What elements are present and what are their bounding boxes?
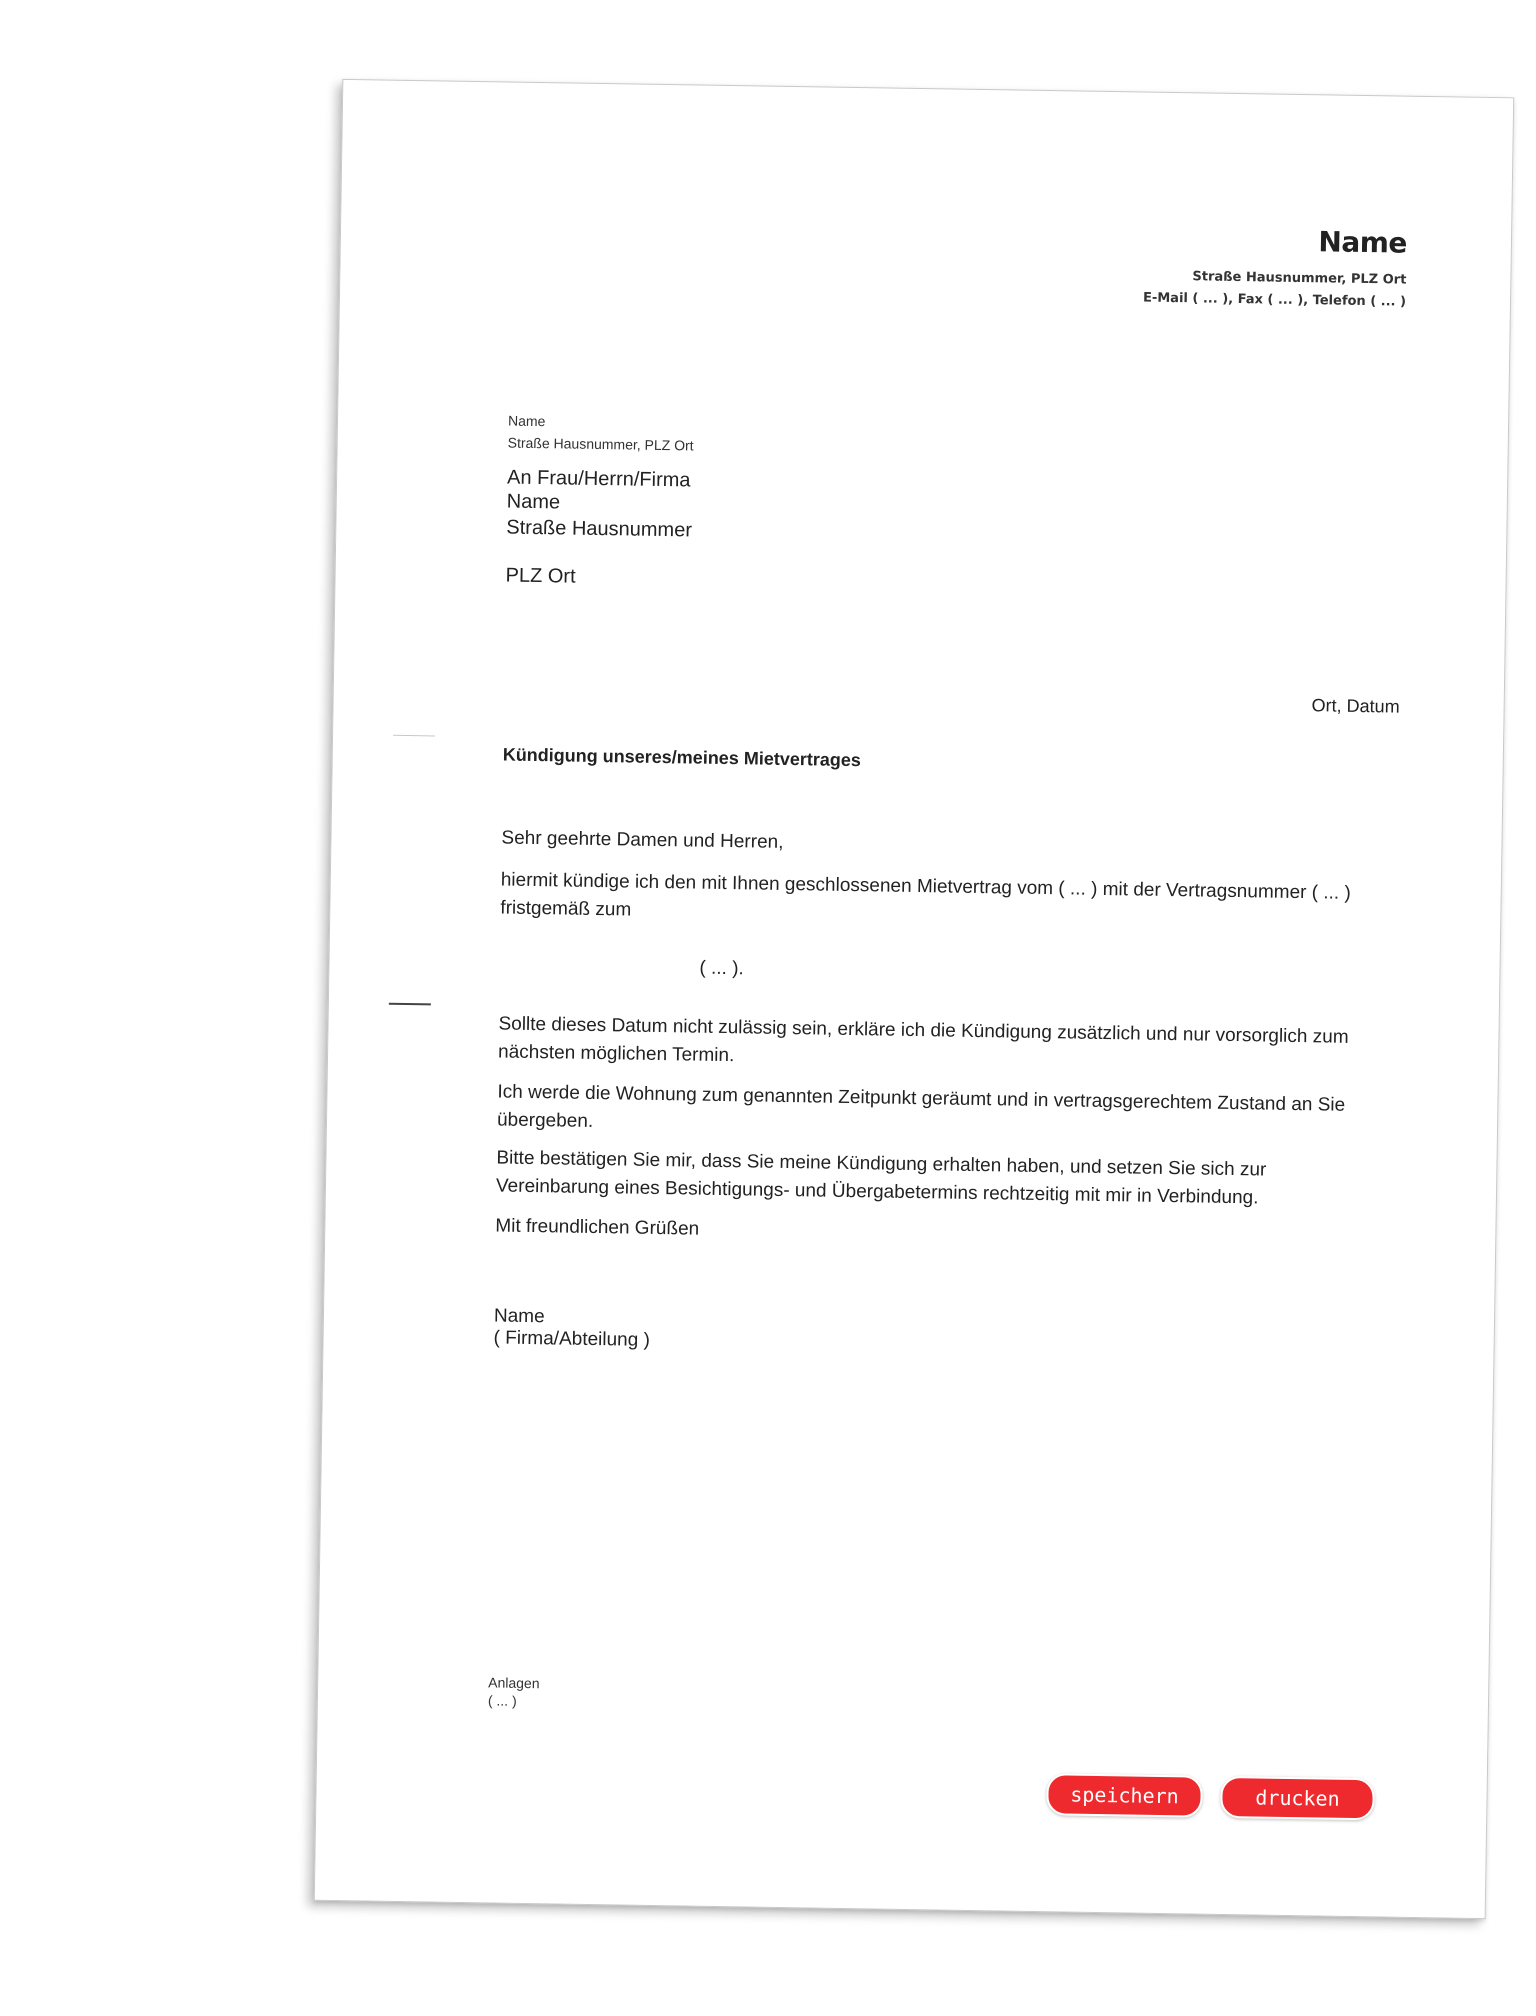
attachments-label: Anlagen (488, 1674, 540, 1692)
signature-department: ( Firma/Abteilung ) (493, 1327, 651, 1351)
place-date: Ort, Datum (1311, 695, 1400, 717)
paragraph-line: fristgemäß zum (500, 897, 632, 921)
closing: Mit freundlichen Grüßen (495, 1215, 700, 1240)
attachments-value: ( ... ) (487, 1692, 517, 1709)
salutation: Sehr geehrte Damen und Herren, (501, 827, 784, 853)
signature-name: Name (493, 1305, 545, 1328)
return-address-name: Name (507, 412, 546, 430)
paragraph-line: Vereinbarung eines Besichtigungs- und Übergabetermins rechtzeitig mit mir in Verbindung. (495, 1175, 1259, 1209)
paragraph-confirmation (496, 1144, 1267, 1212)
recipient-line-3: Straße Hausnummer (506, 516, 693, 542)
paragraph-termination (500, 866, 1351, 935)
letterhead-name: Name (1318, 225, 1408, 260)
paragraph-line: nächsten möglichen Termin. (497, 1041, 735, 1067)
recipient-line-4: PLZ Ort (505, 564, 576, 588)
punch-mark (389, 1003, 431, 1006)
save-button[interactable]: speichern (1046, 1773, 1203, 1817)
letter-page (314, 79, 1514, 1919)
recipient-line-2: Name (506, 490, 561, 514)
paragraph-line: Sollte dieses Datum nicht zulässig sein, erkläre ich die Kündigung zusätzlich und nur vorsorglich zum (498, 1013, 1349, 1048)
return-address-street: Straße Hausnummer, PLZ Ort (507, 434, 694, 454)
recipient-line-1: An Frau/Herrn/Firma (506, 466, 691, 492)
fold-mark (393, 735, 435, 737)
letterhead-contact: E-Mail ( ... ), Fax ( ... ), Telefon ( ... ) (1142, 290, 1407, 310)
paragraph-line: übergeben. (496, 1109, 594, 1132)
letterhead-address: Straße Hausnummer, PLZ Ort (1192, 269, 1407, 288)
paragraph-handover (497, 1078, 1346, 1147)
paragraph-alternative-date (498, 1010, 1349, 1079)
paragraph-line: hiermit kündige ich den mit Ihnen geschlossenen Mietvertrag vom ( ... ) mit der Vertragsnummer ( ... ) (500, 869, 1351, 904)
paragraph-line: Ich werde die Wohnung zum genannten Zeitpunkt geräumt und in vertragsgerechtem Zustand an Sie (497, 1081, 1346, 1116)
letter-subject: Kündigung unseres/meines Mietvertrages (502, 744, 861, 771)
termination-date-placeholder: ( ... ). (699, 957, 744, 980)
paragraph-line: Bitte bestätigen Sie mir, dass Sie meine Kündigung erhalten haben, und setzen Sie sich zur (496, 1147, 1267, 1181)
print-button[interactable]: drucken (1220, 1776, 1375, 1820)
